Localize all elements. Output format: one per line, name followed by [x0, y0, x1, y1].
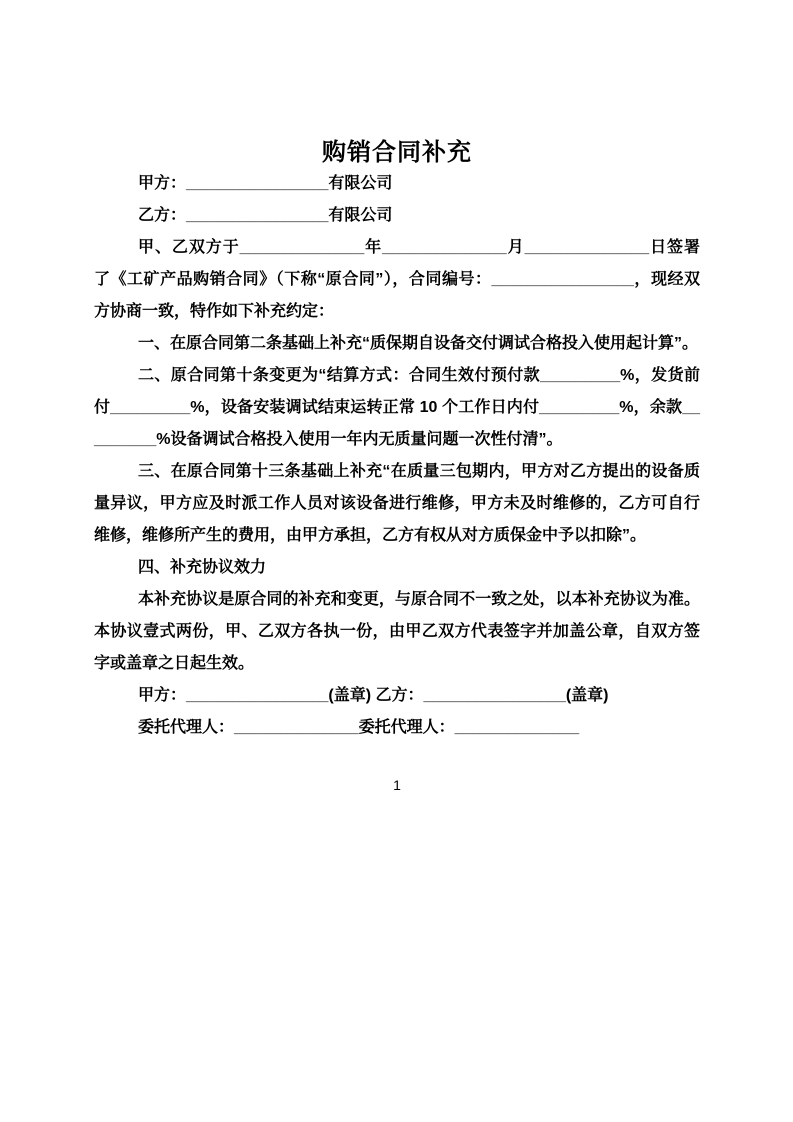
clause-4-heading: 四、补充协议效力	[138, 559, 267, 576]
clause-1: 一、在原合同第二条基础上补充“质保期自设备交付调试合格投入使用起计算”。	[138, 335, 699, 352]
clause-2: 二、原合同第十条变更为“结算方式：合同生效付预付款_________%，发货前付_________%，设备安装调试结束运转正常 10 个工作日内付_________%，余款_________%设备调试合格投入使用一年内无质量问题一次性付清”。	[94, 367, 700, 448]
closing-paragraph: 本补充协议是原合同的补充和变更，与原合同不一致之处，以本补充协议为准。本协议壹式两份，甲、乙双方各执一份，由甲乙双方代表签字并加盖公章，自双方签字或盖章之日起生效。	[94, 591, 700, 672]
party-b-line: 乙方：________________有限公司	[138, 207, 393, 224]
agent-line: 委托代理人：______________委托代理人：______________	[138, 719, 580, 736]
intro-paragraph: 甲、乙双方于______________年______________月______________日签署了《工矿产品购销合同》（下称“原合同”），合同编号：________________，现经双方协商一致，特作如下补充约定：	[94, 239, 700, 320]
page-number: 1	[393, 777, 401, 793]
signature-seal-line: 甲方：________________(盖章) 乙方：________________(盖章)	[138, 687, 609, 704]
party-a-line: 甲方：________________有限公司	[138, 175, 393, 192]
clause-3: 三、在原合同第十三条基础上补充“在质量三包期内，甲方对乙方提出的设备质量异议，甲方应及时派工作人员对该设备进行维修，甲方未及时维修的，乙方可自行维修，维修所产生的费用，由甲方承担，乙方有权从对方质保金中予以扣除”。	[94, 463, 700, 544]
document-title: 购销合同补充	[322, 139, 472, 166]
